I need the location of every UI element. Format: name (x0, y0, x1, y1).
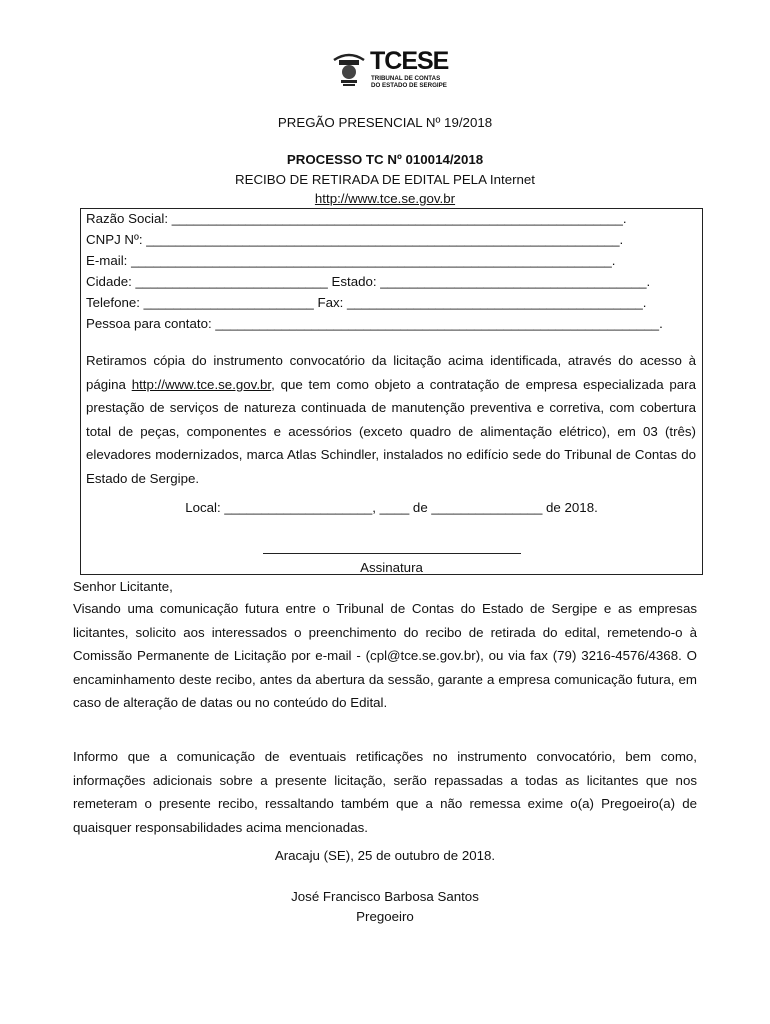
telefone-fax-field[interactable]: Telefone: _______________________ Fax: ________________________________________. (86, 295, 647, 310)
date-line: Aracaju (SE), 25 de outubro de 2018. (274, 848, 496, 863)
receipt-paragraph-text: Retiramos cópia do instrumento convocatório da licitação acima identificada, através do acesso à página (86, 353, 696, 392)
logo-subtitle-line2: DO ESTADO DE SERGIPE (371, 82, 447, 89)
body-paragraph-1: Visando uma comunicação futura entre o Tribunal de Contas do Estado de Sergipe e as empresas licitantes, solicito aos interessados o preenchimento do recibo de retirada do edital, remetendo-o à Comissão Permanente de Licitação por e-mail - (cpl@tce.se.gov.br), ou via fax (79) 3216-4576/4368. O encaminhamento deste recibo, antes da abertura da sessão, garante a empresa comunicação futura, em caso de alteração de datas ou no conteúdo do Edital. (73, 601, 697, 710)
razao-social-field[interactable]: Razão Social: _____________________________________________________________. (86, 211, 627, 226)
contato-field[interactable]: Pessoa para contato: ____________________________________________________________. (86, 316, 663, 331)
local-date-field[interactable]: Local: ____________________, ____ de _______________ de 2018. (185, 500, 598, 515)
cidade-estado-field[interactable]: Cidade: __________________________ Estado: ____________________________________. (86, 274, 651, 289)
salutation: Senhor Licitante, (73, 579, 173, 594)
receipt-form (80, 208, 703, 575)
cnpj-field[interactable]: CNPJ Nº: ________________________________________________________________. (86, 232, 624, 247)
logo-brand: TCESE (370, 47, 449, 75)
signer-role: Pregoeiro (356, 909, 414, 924)
tcese-logo (330, 48, 450, 90)
receipt-paragraph (86, 349, 696, 490)
body-paragraph-2: Informo que a comunicação de eventuais retificações no instrumento convocatório, bem como, informações adicionais sobre a presente licitação, serão repassadas a todas as licitantes que nos remeteram o presente recibo, ressaltando também que a não remessa exime o(a) Pregoeiro(a) de quaisquer responsabilidades acima mencionadas. (73, 749, 697, 835)
seal-emblem-icon (330, 48, 368, 88)
receipt-paragraph-link[interactable]: http://www.tce.se.gov.br (131, 376, 272, 392)
receipt-title: RECIBO DE RETIRADA DE EDITAL PELA Internet (234, 172, 536, 187)
receipt-paragraph-text-end: , que tem como objeto a contratação de empresa especializada para prestação de serviços de natureza continuada de manutenção preventiva e corretiva, com cobertura total de peças, componentes e acessórios (exceto quadro de alimentação elétrico), em 03 (três) elevadores modernizados, marca Atlas Schindler, instalados no edifício sede do Tribunal de Contas do Estado de Sergipe. (86, 376, 697, 486)
process-number: PROCESSO TC Nº 010014/2018 (286, 152, 484, 167)
logo-subtitle-line1: TRIBUNAL DE CONTAS (371, 75, 441, 82)
signature-label: Assinatura (360, 560, 423, 575)
email-field[interactable]: E-mail: _________________________________________________________________. (86, 253, 616, 268)
page-title: PREGÃO PRESENCIAL Nº 19/2018 (277, 115, 493, 130)
signer-name: José Francisco Barbosa Santos (291, 889, 479, 904)
signature-line (263, 553, 521, 554)
site-link[interactable]: http://www.tce.se.gov.br (314, 191, 456, 206)
